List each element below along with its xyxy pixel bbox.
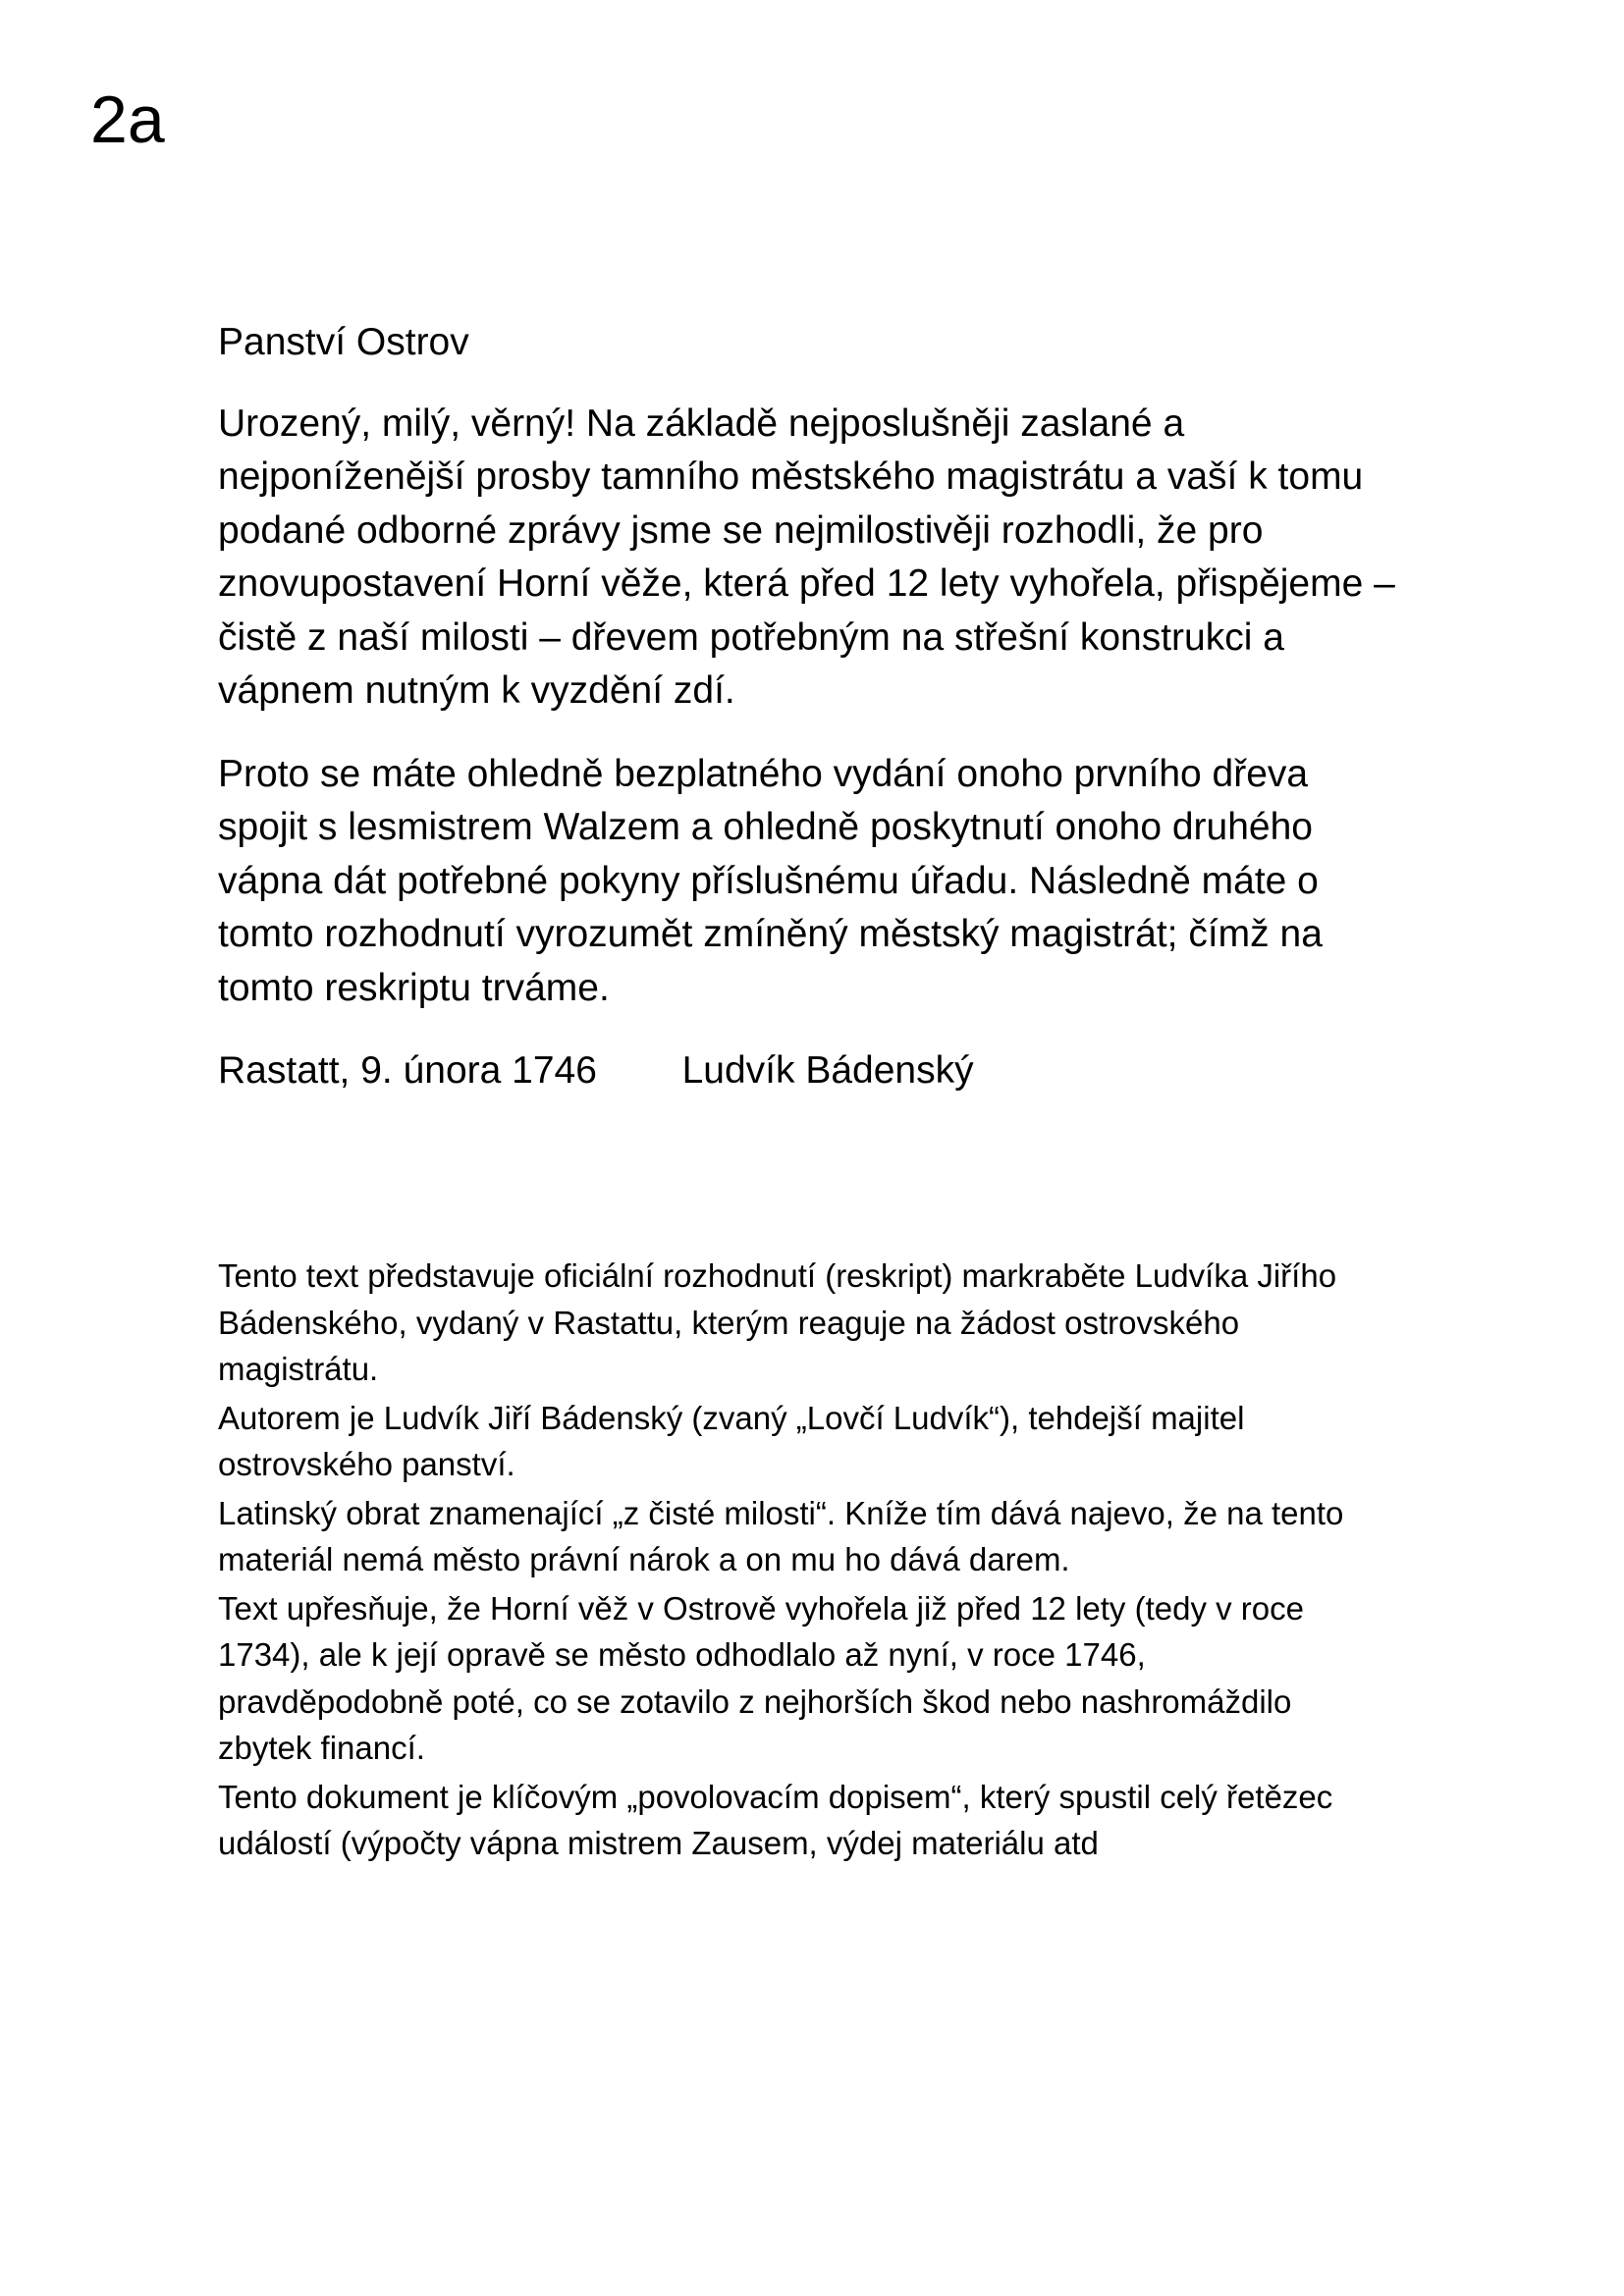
note-paragraph: [218, 1253, 1534, 1393]
text-line: čistě z naší milosti – dřevem potřebným na střešní konstrukci a: [218, 615, 1284, 659]
text-line: Urozený, milý, věrný! Na základě nejposlušněji zaslané a: [218, 401, 1185, 445]
text-line: vápna dát potřebné pokyny příslušnému úřadu. Následně máte o: [218, 859, 1319, 902]
text-line: spojit s lesmistrem Walzem a ohledně poskytnutí onoho druhého: [218, 806, 1313, 848]
text-line: Bádenského, vydaný v Rastattu, kterým reaguje na žádost ostrovského: [218, 1304, 1240, 1341]
place-date-signature: Rastatt, 9. února 1746 Ludvík Bádenský: [218, 1049, 974, 1092]
note-paragraph: [218, 1490, 1534, 1583]
note-paragraph: [218, 1774, 1534, 1867]
commentary-notes: [218, 1253, 1534, 1869]
letter-body: [218, 316, 1494, 1128]
text-line: 1734), ale k její opravě se město odhodlalo až nyní, v roce 1746,: [218, 1636, 1146, 1673]
text-line: zbytek financí.: [218, 1730, 425, 1766]
text-line: nejponíženější prosby tamního městského magistrátu a vaší k tomu: [218, 455, 1364, 498]
text-line: vápnem nutným k vyzdění zdí.: [218, 669, 735, 712]
note-paragraph: [218, 1585, 1534, 1772]
text-line: Autorem je Ludvík Jiří Bádenský (zvaný „Lovčí Ludvík“), tehdejší majitel: [218, 1399, 1245, 1436]
text-line: Text upřesňuje, že Horní věž v Ostrově vyhořela již před 12 lety (tedy v roce: [218, 1589, 1304, 1627]
text-line: pravděpodobně poté, co se zotavilo z nejhorších škod nebo nashromáždilo: [218, 1682, 1292, 1720]
note-paragraph: [218, 1395, 1534, 1488]
text-line: ostrovského panství.: [218, 1446, 515, 1482]
text-line: materiál nemá město právní nárok a on mu ho dává darem.: [218, 1541, 1070, 1577]
text-line: tomto rozhodnutí vyrozumět zmíněný městský magistrát; čímž na: [218, 913, 1323, 955]
text-line: Latinský obrat znamenající „z čisté milosti“. Kníže tím dává najevo, že na tento: [218, 1494, 1344, 1531]
text-line: událostí (výpočty vápna mistrem Zausem, výdej materiálu atd: [218, 1825, 1099, 1861]
text-line: Tento dokument je klíčovým „povolovacím dopisem“, který spustil celý řetězec: [218, 1778, 1333, 1815]
letter-paragraph-2: [218, 748, 1494, 1016]
letter-paragraph-1: [218, 398, 1494, 719]
text-line: magistrátu.: [218, 1351, 379, 1387]
page-number: 2a: [90, 82, 165, 157]
text-line: Proto se máte ohledně bezplatného vydání onoho prvního dřeva: [218, 752, 1309, 795]
text-line: tomto reskriptu trváme.: [218, 966, 610, 1009]
text-line: Tento text představuje oficiální rozhodnutí (reskript) markraběte Ludvíka Jiřího: [218, 1257, 1337, 1294]
text-line: znovupostavení Horní věže, která před 12 lety vyhořela, přispějeme –: [218, 562, 1395, 605]
letter-heading: Panství Ostrov: [218, 321, 469, 363]
text-line: podané odborné zprávy jsme se nejmilostivěji rozhodli, že pro: [218, 508, 1264, 552]
